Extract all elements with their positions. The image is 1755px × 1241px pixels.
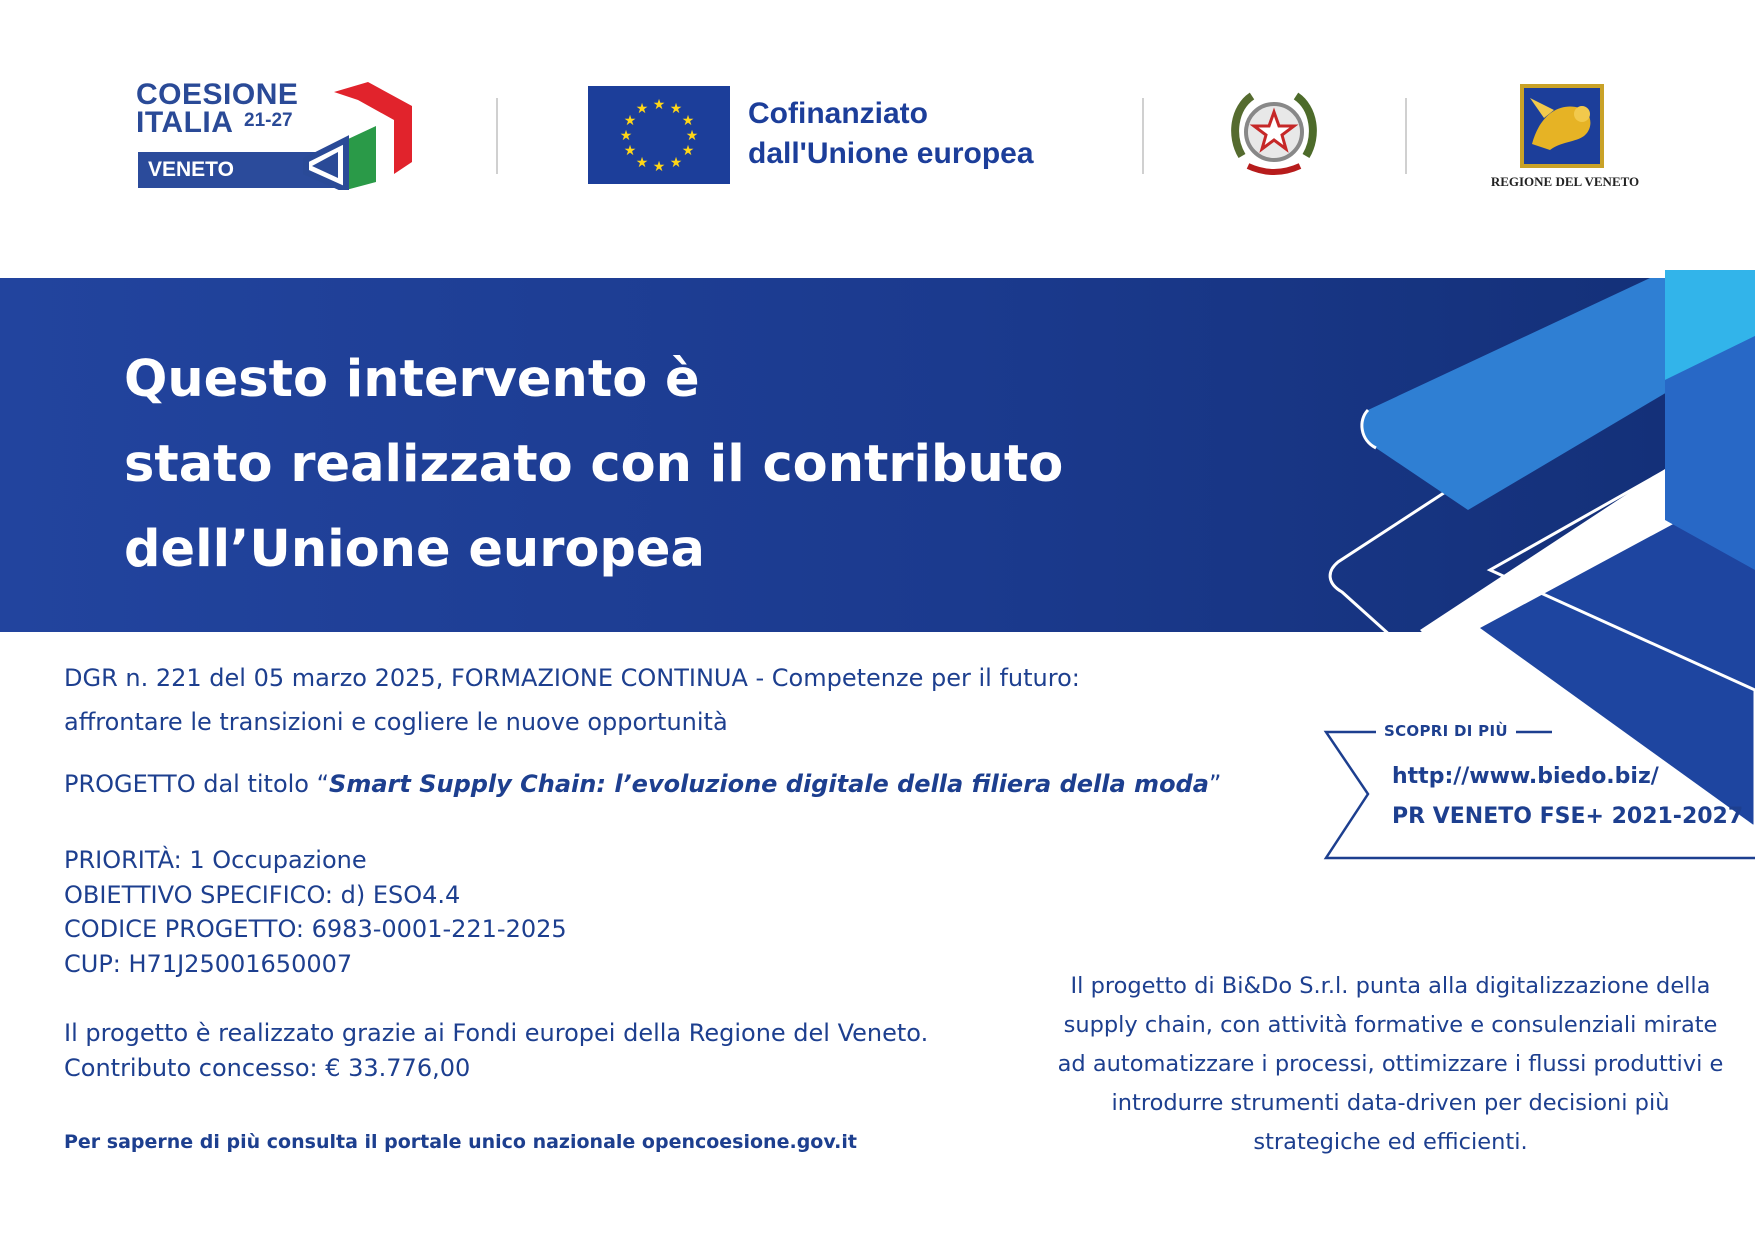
svg-text:★: ★ — [652, 97, 666, 113]
dgr-reference — [64, 656, 1080, 744]
scopri-frame-icon — [1322, 722, 1755, 866]
project-title-prefix: PROGETTO dal titolo “ — [64, 770, 330, 798]
funding-info — [64, 1016, 928, 1085]
project-title — [64, 770, 1221, 798]
project-title-name: Smart Supply Chain: l’evoluzione digitale della filiera della moda — [329, 770, 1209, 798]
project-description: Il progetto di Bi&Do S.r.l. punta alla digitalizzazione della supply chain, con attività formative e consulenziali mirate ad automatizzare i processi, ottimizzare i flussi produttivi e introdurre strumenti data-driven per decisioni più strategiche ed efficienti. — [1057, 973, 1724, 1155]
svg-text:★: ★ — [652, 159, 666, 175]
svg-text:★: ★ — [681, 113, 695, 129]
eu-cofinanced-logo — [588, 86, 1058, 184]
coesione-logo-icon — [286, 82, 412, 190]
svg-text:★: ★ — [685, 128, 699, 144]
opencoesione-note: Per saperne di più consulta il portale unico nazionale opencoesione.gov.it — [64, 1131, 857, 1153]
spec-cup: CUP: H71J25001650007 — [64, 949, 353, 978]
coesione-line1: COESIONE — [136, 78, 299, 111]
veneto-label: REGIONE DEL VENETO — [1490, 174, 1640, 189]
spec-priorita: PRIORITÀ: 1 Occupazione — [64, 846, 367, 874]
coesione-line2: ITALIA — [136, 106, 234, 139]
svg-text:★: ★ — [669, 101, 683, 117]
veneto-lion-icon — [1520, 84, 1604, 170]
scopri-label: SCOPRI DI PIÙ — [1376, 722, 1516, 740]
svg-text:★: ★ — [623, 113, 637, 129]
logo-separator — [1405, 98, 1407, 174]
eu-logo-text — [748, 94, 1034, 174]
fondi-line1: Il progetto è realizzato grazie ai Fondi europei della Regione del Veneto. — [64, 1019, 929, 1047]
headline-line1: Questo intervento è — [124, 350, 700, 409]
project-specs — [64, 843, 567, 981]
italian-emblem-icon — [1228, 86, 1320, 182]
website-link[interactable]: http://www.biedo.biz/ — [1392, 764, 1659, 789]
programme-label: PR VENETO FSE+ 2021-2027 — [1392, 804, 1744, 829]
svg-text:★: ★ — [623, 143, 637, 159]
coesione-years: 21-27 — [244, 110, 293, 131]
logo-separator — [1142, 98, 1144, 174]
coesione-italia-logo — [136, 80, 414, 192]
dgr-line2: affrontare le transizioni e cogliere le nuove opportunità — [64, 708, 728, 736]
project-title-suffix: ” — [1208, 770, 1222, 798]
svg-text:★: ★ — [619, 128, 633, 144]
svg-text:★: ★ — [635, 155, 649, 171]
eu-flag-icon — [588, 86, 730, 184]
spec-obiettivo: OBIETTIVO SPECIFICO: d) ESO4.4 — [64, 880, 461, 909]
eu-line2: dall'Unione europea — [748, 137, 1034, 170]
regione-veneto-logo — [1490, 84, 1640, 192]
coesione-region: VENETO — [138, 152, 338, 188]
eu-line1: Cofinanziato — [748, 97, 928, 130]
dgr-line1: DGR n. 221 del 05 marzo 2025, FORMAZIONE CONTINUA - Competenze per il futuro: — [64, 664, 1080, 692]
svg-text:★: ★ — [635, 101, 649, 117]
banner-headline — [124, 337, 1064, 592]
fondi-line2: Contributo concesso: € 33.776,00 — [64, 1053, 471, 1082]
scopri-di-piu-box — [1322, 722, 1755, 866]
headline-line3: dell’Unione europea — [124, 520, 705, 579]
svg-text:★: ★ — [681, 143, 695, 159]
spec-codice: CODICE PROGETTO: 6983-0001-221-2025 — [64, 915, 567, 943]
svg-text:★: ★ — [669, 155, 683, 171]
logo-separator — [496, 98, 498, 174]
headline-line2: stato realizzato con il contributo — [124, 435, 1064, 494]
